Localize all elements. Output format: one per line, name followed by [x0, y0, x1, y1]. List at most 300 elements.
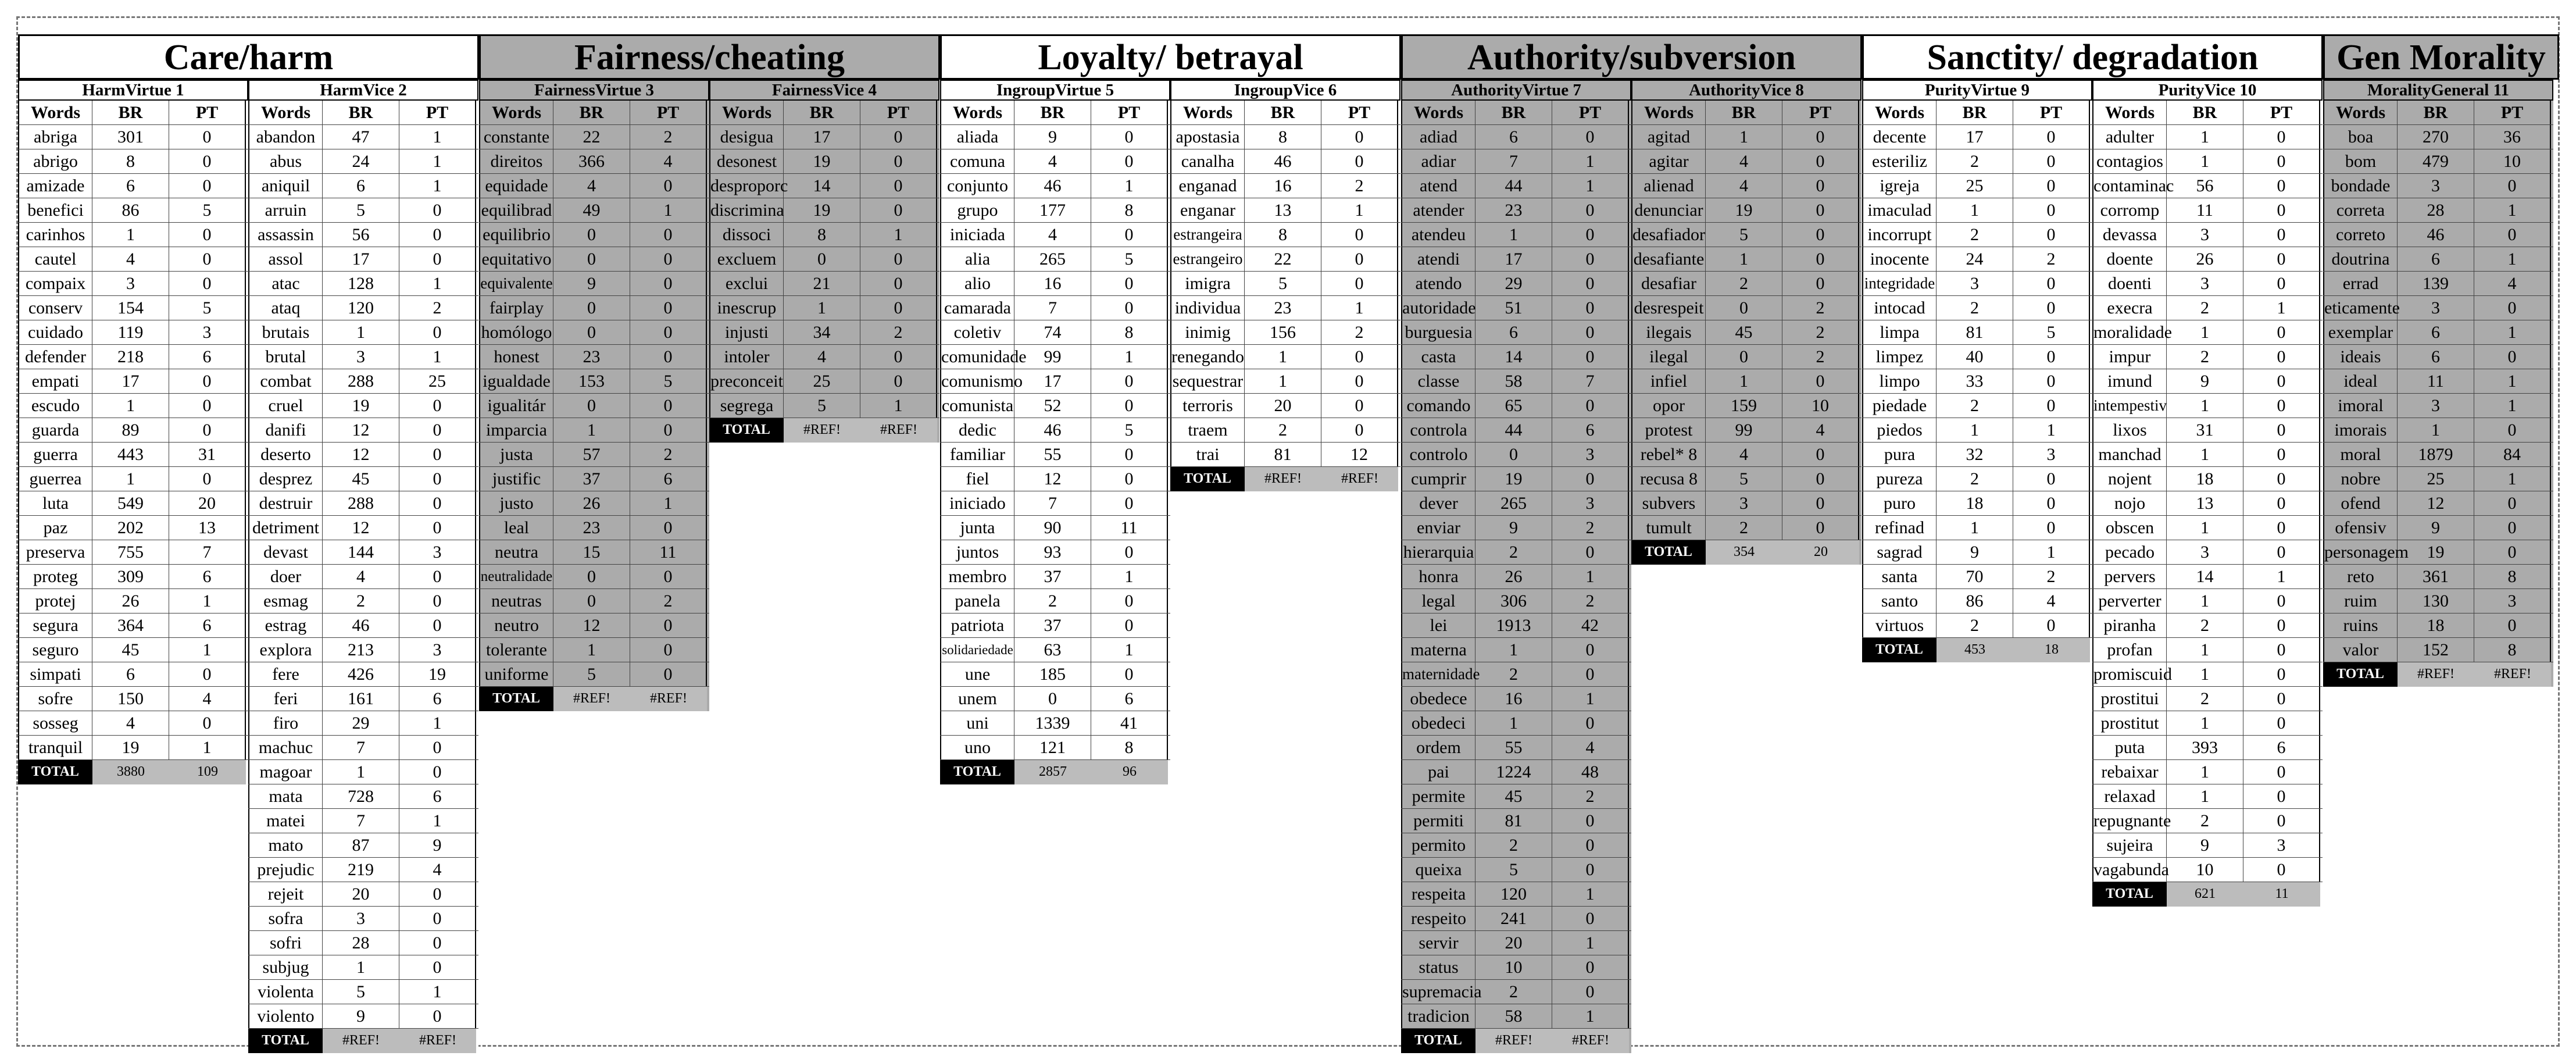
word-cell[interactable]: unem [940, 687, 1014, 711]
pt-cell[interactable]: 0 [860, 345, 937, 369]
pt-cell[interactable]: 4 [1782, 418, 1859, 442]
word-cell[interactable]: nobre [2323, 467, 2398, 491]
br-cell[interactable]: 46 [1014, 174, 1091, 198]
br-cell[interactable]: 14 [784, 174, 860, 198]
word-cell[interactable]: decente [1862, 125, 1937, 149]
pt-cell[interactable]: 0 [2243, 149, 2320, 173]
pt-cell[interactable]: 0 [630, 516, 707, 540]
br-cell[interactable]: 8 [1245, 223, 1321, 247]
br-cell[interactable]: 301 [92, 125, 169, 149]
br-cell[interactable]: 1 [2167, 760, 2243, 784]
br-cell[interactable]: 81 [1937, 320, 2013, 344]
pt-cell[interactable]: 0 [860, 149, 937, 173]
word-cell[interactable]: atendo [1401, 272, 1475, 295]
br-cell[interactable]: 1 [1937, 516, 2013, 540]
br-cell[interactable]: 1 [1706, 125, 1782, 149]
word-cell[interactable]: devassa [2092, 223, 2167, 247]
br-cell[interactable]: 0 [553, 320, 630, 344]
br-cell[interactable]: 0 [553, 589, 630, 613]
br-cell[interactable]: 218 [92, 345, 169, 369]
word-cell[interactable]: incorrupt [1862, 223, 1937, 247]
br-cell[interactable]: 0 [553, 565, 630, 588]
word-cell[interactable]: limpez [1862, 345, 1937, 369]
pt-cell[interactable]: 0 [2013, 174, 2090, 198]
word-cell[interactable]: homólogo [479, 320, 553, 344]
br-cell[interactable]: 153 [553, 369, 630, 393]
pt-cell[interactable]: 0 [1782, 443, 1859, 466]
word-cell[interactable]: correta [2323, 198, 2398, 222]
br-cell[interactable]: 5 [1245, 272, 1321, 295]
br-cell[interactable]: 9 [2167, 833, 2243, 857]
word-cell[interactable]: protej [18, 589, 92, 613]
word-cell[interactable]: classe [1401, 369, 1475, 393]
pt-cell[interactable]: 0 [399, 736, 476, 759]
br-cell[interactable]: 2 [1706, 272, 1782, 295]
br-cell[interactable]: 288 [323, 491, 399, 515]
br-cell[interactable]: 19 [2398, 540, 2474, 564]
word-cell[interactable]: refinad [1862, 516, 1937, 540]
total-label[interactable]: TOTAL [248, 1029, 323, 1053]
br-cell[interactable]: 8 [784, 223, 860, 247]
pt-cell[interactable]: 0 [1321, 247, 1398, 271]
word-cell[interactable]: intocad [1862, 296, 1937, 320]
word-cell[interactable]: amizade [18, 174, 92, 198]
br-cell[interactable]: 9 [1937, 540, 2013, 564]
br-cell[interactable]: 5 [323, 980, 399, 1004]
word-cell[interactable]: moral [2323, 443, 2398, 466]
pt-cell[interactable]: 3 [1552, 443, 1629, 466]
br-cell[interactable]: 1 [2398, 418, 2474, 442]
br-cell[interactable]: 5 [784, 394, 860, 418]
br-cell[interactable]: 139 [2398, 272, 2474, 295]
pt-cell[interactable]: 0 [2013, 296, 2090, 320]
word-cell[interactable]: devast [248, 540, 323, 564]
br-cell[interactable]: 87 [323, 833, 399, 857]
pt-cell[interactable]: 0 [1552, 394, 1629, 418]
br-cell[interactable]: 23 [1245, 296, 1321, 320]
word-cell[interactable]: familiar [940, 443, 1014, 466]
br-cell[interactable]: 288 [323, 369, 399, 393]
word-cell[interactable]: supremacia [1401, 980, 1475, 1004]
br-cell[interactable]: 6 [323, 174, 399, 198]
word-cell[interactable]: explora [248, 638, 323, 662]
br-cell[interactable]: 1 [2167, 516, 2243, 540]
word-cell[interactable]: rebel* 8 [1631, 443, 1706, 466]
pt-cell[interactable]: 1 [2474, 198, 2551, 222]
word-cell[interactable]: sofra [248, 907, 323, 930]
pt-cell[interactable]: 0 [1321, 149, 1398, 173]
pt-cell[interactable]: 0 [399, 1004, 476, 1028]
word-cell[interactable]: doer [248, 565, 323, 588]
word-cell[interactable]: estrangeiro [1170, 247, 1245, 271]
pt-cell[interactable]: 0 [399, 907, 476, 930]
pt-cell[interactable]: 0 [1552, 467, 1629, 491]
pt-cell[interactable]: 0 [860, 125, 937, 149]
br-cell[interactable]: 3 [2398, 174, 2474, 198]
br-cell[interactable]: 1224 [1475, 760, 1552, 784]
pt-cell[interactable]: 0 [1321, 418, 1398, 442]
pt-cell[interactable]: 0 [1782, 174, 1859, 198]
pt-cell[interactable]: 0 [2243, 369, 2320, 393]
br-cell[interactable]: 4 [784, 345, 860, 369]
pt-cell[interactable]: 0 [1782, 125, 1859, 149]
pt-cell[interactable]: 0 [1782, 198, 1859, 222]
word-cell[interactable]: opor [1631, 394, 1706, 418]
pt-cell[interactable]: 0 [2243, 467, 2320, 491]
word-cell[interactable]: inimig [1170, 320, 1245, 344]
pt-cell[interactable]: 0 [2474, 223, 2551, 247]
pt-cell[interactable]: 84 [2474, 443, 2551, 466]
word-cell[interactable]: arruin [248, 198, 323, 222]
pt-cell[interactable]: 0 [1091, 662, 1168, 686]
br-cell[interactable]: 219 [323, 858, 399, 882]
br-cell[interactable]: 755 [92, 540, 169, 564]
word-cell[interactable]: mato [248, 833, 323, 857]
pt-cell[interactable]: 0 [2474, 540, 2551, 564]
word-cell[interactable]: controlo [1401, 443, 1475, 466]
word-cell[interactable]: segura [18, 613, 92, 637]
br-cell[interactable]: 152 [2398, 638, 2474, 662]
word-cell[interactable]: luta [18, 491, 92, 515]
pt-cell[interactable]: 48 [1552, 760, 1629, 784]
br-cell[interactable]: 12 [323, 443, 399, 466]
word-cell[interactable]: uno [940, 736, 1014, 759]
br-cell[interactable]: 17 [1475, 247, 1552, 271]
word-cell[interactable]: direitos [479, 149, 553, 173]
br-cell[interactable]: 19 [784, 198, 860, 222]
br-cell[interactable]: 31 [2167, 418, 2243, 442]
word-cell[interactable]: paz [18, 516, 92, 540]
pt-cell[interactable]: 1 [1552, 931, 1629, 955]
br-cell[interactable]: 12 [323, 418, 399, 442]
total-label[interactable]: TOTAL [18, 760, 92, 784]
br-cell[interactable]: 119 [92, 320, 169, 344]
word-cell[interactable]: servir [1401, 931, 1475, 955]
br-cell[interactable]: 154 [92, 296, 169, 320]
pt-cell[interactable]: 1 [860, 394, 937, 418]
pt-cell[interactable]: 20 [169, 491, 246, 515]
word-cell[interactable]: aliada [940, 125, 1014, 149]
br-cell[interactable]: 33 [1937, 369, 2013, 393]
pt-cell[interactable]: 0 [2243, 638, 2320, 662]
br-cell[interactable]: 5 [1706, 223, 1782, 247]
word-cell[interactable]: imund [2092, 369, 2167, 393]
br-cell[interactable]: 2 [2167, 296, 2243, 320]
pt-cell[interactable]: 0 [1091, 223, 1168, 247]
word-cell[interactable]: alienad [1631, 174, 1706, 198]
word-cell[interactable]: comunista [940, 394, 1014, 418]
word-cell[interactable]: desafiar [1631, 272, 1706, 295]
pt-cell[interactable]: 0 [1782, 149, 1859, 173]
br-cell[interactable]: 46 [1245, 149, 1321, 173]
pt-cell[interactable]: 0 [399, 320, 476, 344]
br-cell[interactable]: 99 [1706, 418, 1782, 442]
pt-cell[interactable]: 6 [169, 345, 246, 369]
pt-cell[interactable]: 1 [399, 711, 476, 735]
word-cell[interactable]: ruim [2323, 589, 2398, 613]
pt-cell[interactable]: 0 [2013, 613, 2090, 637]
pt-cell[interactable]: 0 [399, 931, 476, 955]
word-cell[interactable]: detriment [248, 516, 323, 540]
br-cell[interactable]: 159 [1706, 394, 1782, 418]
word-cell[interactable]: ofensiv [2323, 516, 2398, 540]
pt-cell[interactable]: 0 [1782, 467, 1859, 491]
pt-cell[interactable]: 0 [860, 296, 937, 320]
br-cell[interactable]: 26 [553, 491, 630, 515]
br-cell[interactable]: 3 [323, 907, 399, 930]
br-cell[interactable]: 74 [1014, 320, 1091, 344]
pt-cell[interactable]: 9 [399, 833, 476, 857]
word-cell[interactable]: brutais [248, 320, 323, 344]
total-pt[interactable]: 109 [169, 760, 246, 784]
word-cell[interactable]: tradicion [1401, 1004, 1475, 1028]
br-cell[interactable]: 130 [2398, 589, 2474, 613]
word-cell[interactable]: guerrea [18, 467, 92, 491]
pt-cell[interactable]: 0 [630, 418, 707, 442]
word-cell[interactable]: neutras [479, 589, 553, 613]
pt-cell[interactable]: 2 [1782, 320, 1859, 344]
pt-cell[interactable]: 0 [1552, 198, 1629, 222]
word-cell[interactable]: coletiv [940, 320, 1014, 344]
pt-cell[interactable]: 6 [2243, 736, 2320, 759]
word-cell[interactable]: abus [248, 149, 323, 173]
br-cell[interactable]: 23 [553, 345, 630, 369]
word-cell[interactable]: boa [2323, 125, 2398, 149]
word-cell[interactable]: alia [940, 247, 1014, 271]
word-cell[interactable]: neutra [479, 540, 553, 564]
br-cell[interactable]: 52 [1014, 394, 1091, 418]
word-cell[interactable]: limpa [1862, 320, 1937, 344]
word-cell[interactable]: machuc [248, 736, 323, 759]
word-cell[interactable]: igreja [1862, 174, 1937, 198]
pt-cell[interactable]: 1 [2243, 296, 2320, 320]
pt-cell[interactable]: 1 [630, 198, 707, 222]
br-cell[interactable]: 46 [2398, 223, 2474, 247]
pt-cell[interactable]: 0 [860, 247, 937, 271]
total-label[interactable]: TOTAL [1170, 467, 1245, 491]
word-cell[interactable]: tranquil [18, 736, 92, 759]
pt-cell[interactable]: 7 [1552, 369, 1629, 393]
pt-cell[interactable]: 0 [2243, 125, 2320, 149]
word-cell[interactable]: prostitut [2092, 711, 2167, 735]
pt-cell[interactable]: 0 [169, 394, 246, 418]
pt-cell[interactable]: 0 [2243, 174, 2320, 198]
br-cell[interactable]: 2 [2167, 345, 2243, 369]
br-cell[interactable]: 1 [1937, 418, 2013, 442]
pt-cell[interactable]: 8 [2474, 565, 2551, 588]
word-cell[interactable]: equilibrad [479, 198, 553, 222]
br-cell[interactable]: 1 [1475, 711, 1552, 735]
total-pt[interactable]: #REF! [860, 418, 937, 443]
word-cell[interactable]: comuna [940, 149, 1014, 173]
word-cell[interactable]: relaxad [2092, 784, 2167, 808]
word-cell[interactable]: discrimina [709, 198, 784, 222]
word-cell[interactable]: imigra [1170, 272, 1245, 295]
word-cell[interactable]: ideal [2323, 369, 2398, 393]
word-cell[interactable]: adulter [2092, 125, 2167, 149]
pt-cell[interactable]: 1 [399, 980, 476, 1004]
pt-cell[interactable]: 1 [169, 589, 246, 613]
br-cell[interactable]: 20 [323, 882, 399, 906]
pt-cell[interactable]: 1 [169, 736, 246, 759]
word-cell[interactable]: preserva [18, 540, 92, 564]
br-cell[interactable]: 47 [323, 125, 399, 149]
pt-cell[interactable]: 0 [2474, 296, 2551, 320]
word-cell[interactable]: camarada [940, 296, 1014, 320]
br-cell[interactable]: 2 [1937, 394, 2013, 418]
br-cell[interactable]: 9 [1014, 125, 1091, 149]
word-cell[interactable]: uniforme [479, 662, 553, 686]
word-cell[interactable]: contagios [2092, 149, 2167, 173]
br-cell[interactable]: 7 [323, 736, 399, 759]
word-cell[interactable]: piedade [1862, 394, 1937, 418]
word-cell[interactable]: recusa 8 [1631, 467, 1706, 491]
br-cell[interactable]: 1 [1245, 345, 1321, 369]
pt-cell[interactable]: 2 [630, 589, 707, 613]
total-br[interactable]: #REF! [784, 418, 860, 443]
word-cell[interactable]: doutrina [2323, 247, 2398, 271]
word-cell[interactable]: iniciada [940, 223, 1014, 247]
br-cell[interactable]: 6 [2398, 345, 2474, 369]
br-cell[interactable]: 1 [553, 418, 630, 442]
br-cell[interactable]: 2 [2167, 687, 2243, 711]
pt-cell[interactable]: 0 [2243, 711, 2320, 735]
br-cell[interactable]: 19 [1475, 467, 1552, 491]
pt-cell[interactable]: 0 [630, 320, 707, 344]
br-cell[interactable]: 4 [92, 247, 169, 271]
br-cell[interactable]: 3 [323, 345, 399, 369]
word-cell[interactable]: integridade [1862, 272, 1937, 295]
br-cell[interactable]: 49 [553, 198, 630, 222]
word-cell[interactable]: inescrup [709, 296, 784, 320]
word-cell[interactable]: controla [1401, 418, 1475, 442]
pt-cell[interactable]: 2 [1782, 296, 1859, 320]
word-cell[interactable]: enganad [1170, 174, 1245, 198]
word-cell[interactable]: obedece [1401, 687, 1475, 711]
br-cell[interactable]: 18 [2167, 467, 2243, 491]
pt-cell[interactable]: 1 [1552, 1004, 1629, 1028]
pt-cell[interactable]: 0 [2243, 223, 2320, 247]
word-cell[interactable]: empati [18, 369, 92, 393]
br-cell[interactable]: 366 [553, 149, 630, 173]
word-cell[interactable]: comunidade [940, 345, 1014, 369]
word-cell[interactable]: agitad [1631, 125, 1706, 149]
br-cell[interactable]: 9 [323, 1004, 399, 1028]
pt-cell[interactable]: 0 [630, 272, 707, 295]
br-cell[interactable]: 26 [1475, 565, 1552, 588]
br-cell[interactable]: 2 [1937, 613, 2013, 637]
pt-cell[interactable]: 11 [630, 540, 707, 564]
br-cell[interactable]: 17 [784, 125, 860, 149]
total-label[interactable]: TOTAL [940, 760, 1014, 784]
br-cell[interactable]: 19 [784, 149, 860, 173]
total-label[interactable]: TOTAL [709, 418, 784, 443]
br-cell[interactable]: 3 [1937, 272, 2013, 295]
word-cell[interactable]: impur [2092, 345, 2167, 369]
total-label[interactable]: TOTAL [479, 687, 553, 711]
pt-cell[interactable]: 1 [399, 149, 476, 173]
word-cell[interactable]: sequestrar [1170, 369, 1245, 393]
word-cell[interactable]: conjunto [940, 174, 1014, 198]
pt-cell[interactable]: 0 [1552, 272, 1629, 295]
pt-cell[interactable]: 0 [1091, 125, 1168, 149]
word-cell[interactable]: constante [479, 125, 553, 149]
word-cell[interactable]: agitar [1631, 149, 1706, 173]
total-br[interactable]: #REF! [2398, 662, 2474, 687]
word-cell[interactable]: leal [479, 516, 553, 540]
word-cell[interactable]: queixa [1401, 858, 1475, 882]
br-cell[interactable]: 3 [2167, 540, 2243, 564]
word-cell[interactable]: permite [1401, 784, 1475, 808]
word-cell[interactable]: legal [1401, 589, 1475, 613]
word-cell[interactable]: mata [248, 784, 323, 808]
br-cell[interactable]: 1 [1245, 369, 1321, 393]
br-cell[interactable]: 1913 [1475, 613, 1552, 637]
pt-cell[interactable]: 2 [860, 320, 937, 344]
br-cell[interactable]: 128 [323, 272, 399, 295]
br-cell[interactable]: 86 [1937, 589, 2013, 613]
pt-cell[interactable]: 1 [2474, 467, 2551, 491]
br-cell[interactable]: 2 [1475, 662, 1552, 686]
br-cell[interactable]: 121 [1014, 736, 1091, 759]
br-cell[interactable]: 9 [553, 272, 630, 295]
word-cell[interactable]: neutro [479, 613, 553, 637]
word-cell[interactable]: cumprir [1401, 467, 1475, 491]
pt-cell[interactable]: 0 [169, 247, 246, 271]
word-cell[interactable]: proteg [18, 565, 92, 588]
br-cell[interactable]: 549 [92, 491, 169, 515]
br-cell[interactable]: 2 [1937, 296, 2013, 320]
word-cell[interactable]: pervers [2092, 565, 2167, 588]
br-cell[interactable]: 3 [2167, 223, 2243, 247]
br-cell[interactable]: 70 [1937, 565, 2013, 588]
pt-cell[interactable]: 0 [1552, 662, 1629, 686]
word-cell[interactable]: imorais [2323, 418, 2398, 442]
pt-cell[interactable]: 0 [2013, 345, 2090, 369]
br-cell[interactable]: 2 [1937, 149, 2013, 173]
word-cell[interactable]: exemplar [2323, 320, 2398, 344]
word-cell[interactable]: destruir [248, 491, 323, 515]
word-cell[interactable]: iniciado [940, 491, 1014, 515]
total-label[interactable]: TOTAL [1862, 638, 1937, 662]
word-cell[interactable]: tolerante [479, 638, 553, 662]
word-cell[interactable]: violento [248, 1004, 323, 1028]
pt-cell[interactable]: 1 [1552, 565, 1629, 588]
pt-cell[interactable]: 0 [1782, 247, 1859, 271]
pt-cell[interactable]: 0 [2243, 760, 2320, 784]
total-br[interactable]: 2857 [1014, 760, 1091, 784]
pt-cell[interactable]: 0 [399, 247, 476, 271]
pt-cell[interactable]: 41 [1091, 711, 1168, 735]
br-cell[interactable]: 29 [1475, 272, 1552, 295]
word-cell[interactable]: nojent [2092, 467, 2167, 491]
word-cell[interactable]: enviar [1401, 516, 1475, 540]
word-cell[interactable]: desafiador [1631, 223, 1706, 247]
word-cell[interactable]: vagabunda [2092, 858, 2167, 882]
word-cell[interactable]: pai [1401, 760, 1475, 784]
pt-cell[interactable]: 6 [399, 784, 476, 808]
pt-cell[interactable]: 1 [860, 223, 937, 247]
word-cell[interactable]: correto [2323, 223, 2398, 247]
pt-cell[interactable]: 13 [169, 516, 246, 540]
word-cell[interactable]: permito [1401, 833, 1475, 857]
br-cell[interactable]: 17 [323, 247, 399, 271]
word-cell[interactable]: benefici [18, 198, 92, 222]
word-cell[interactable]: santa [1862, 565, 1937, 588]
total-br[interactable]: 3880 [92, 760, 169, 784]
pt-cell[interactable]: 0 [1552, 345, 1629, 369]
word-cell[interactable]: escudo [18, 394, 92, 418]
